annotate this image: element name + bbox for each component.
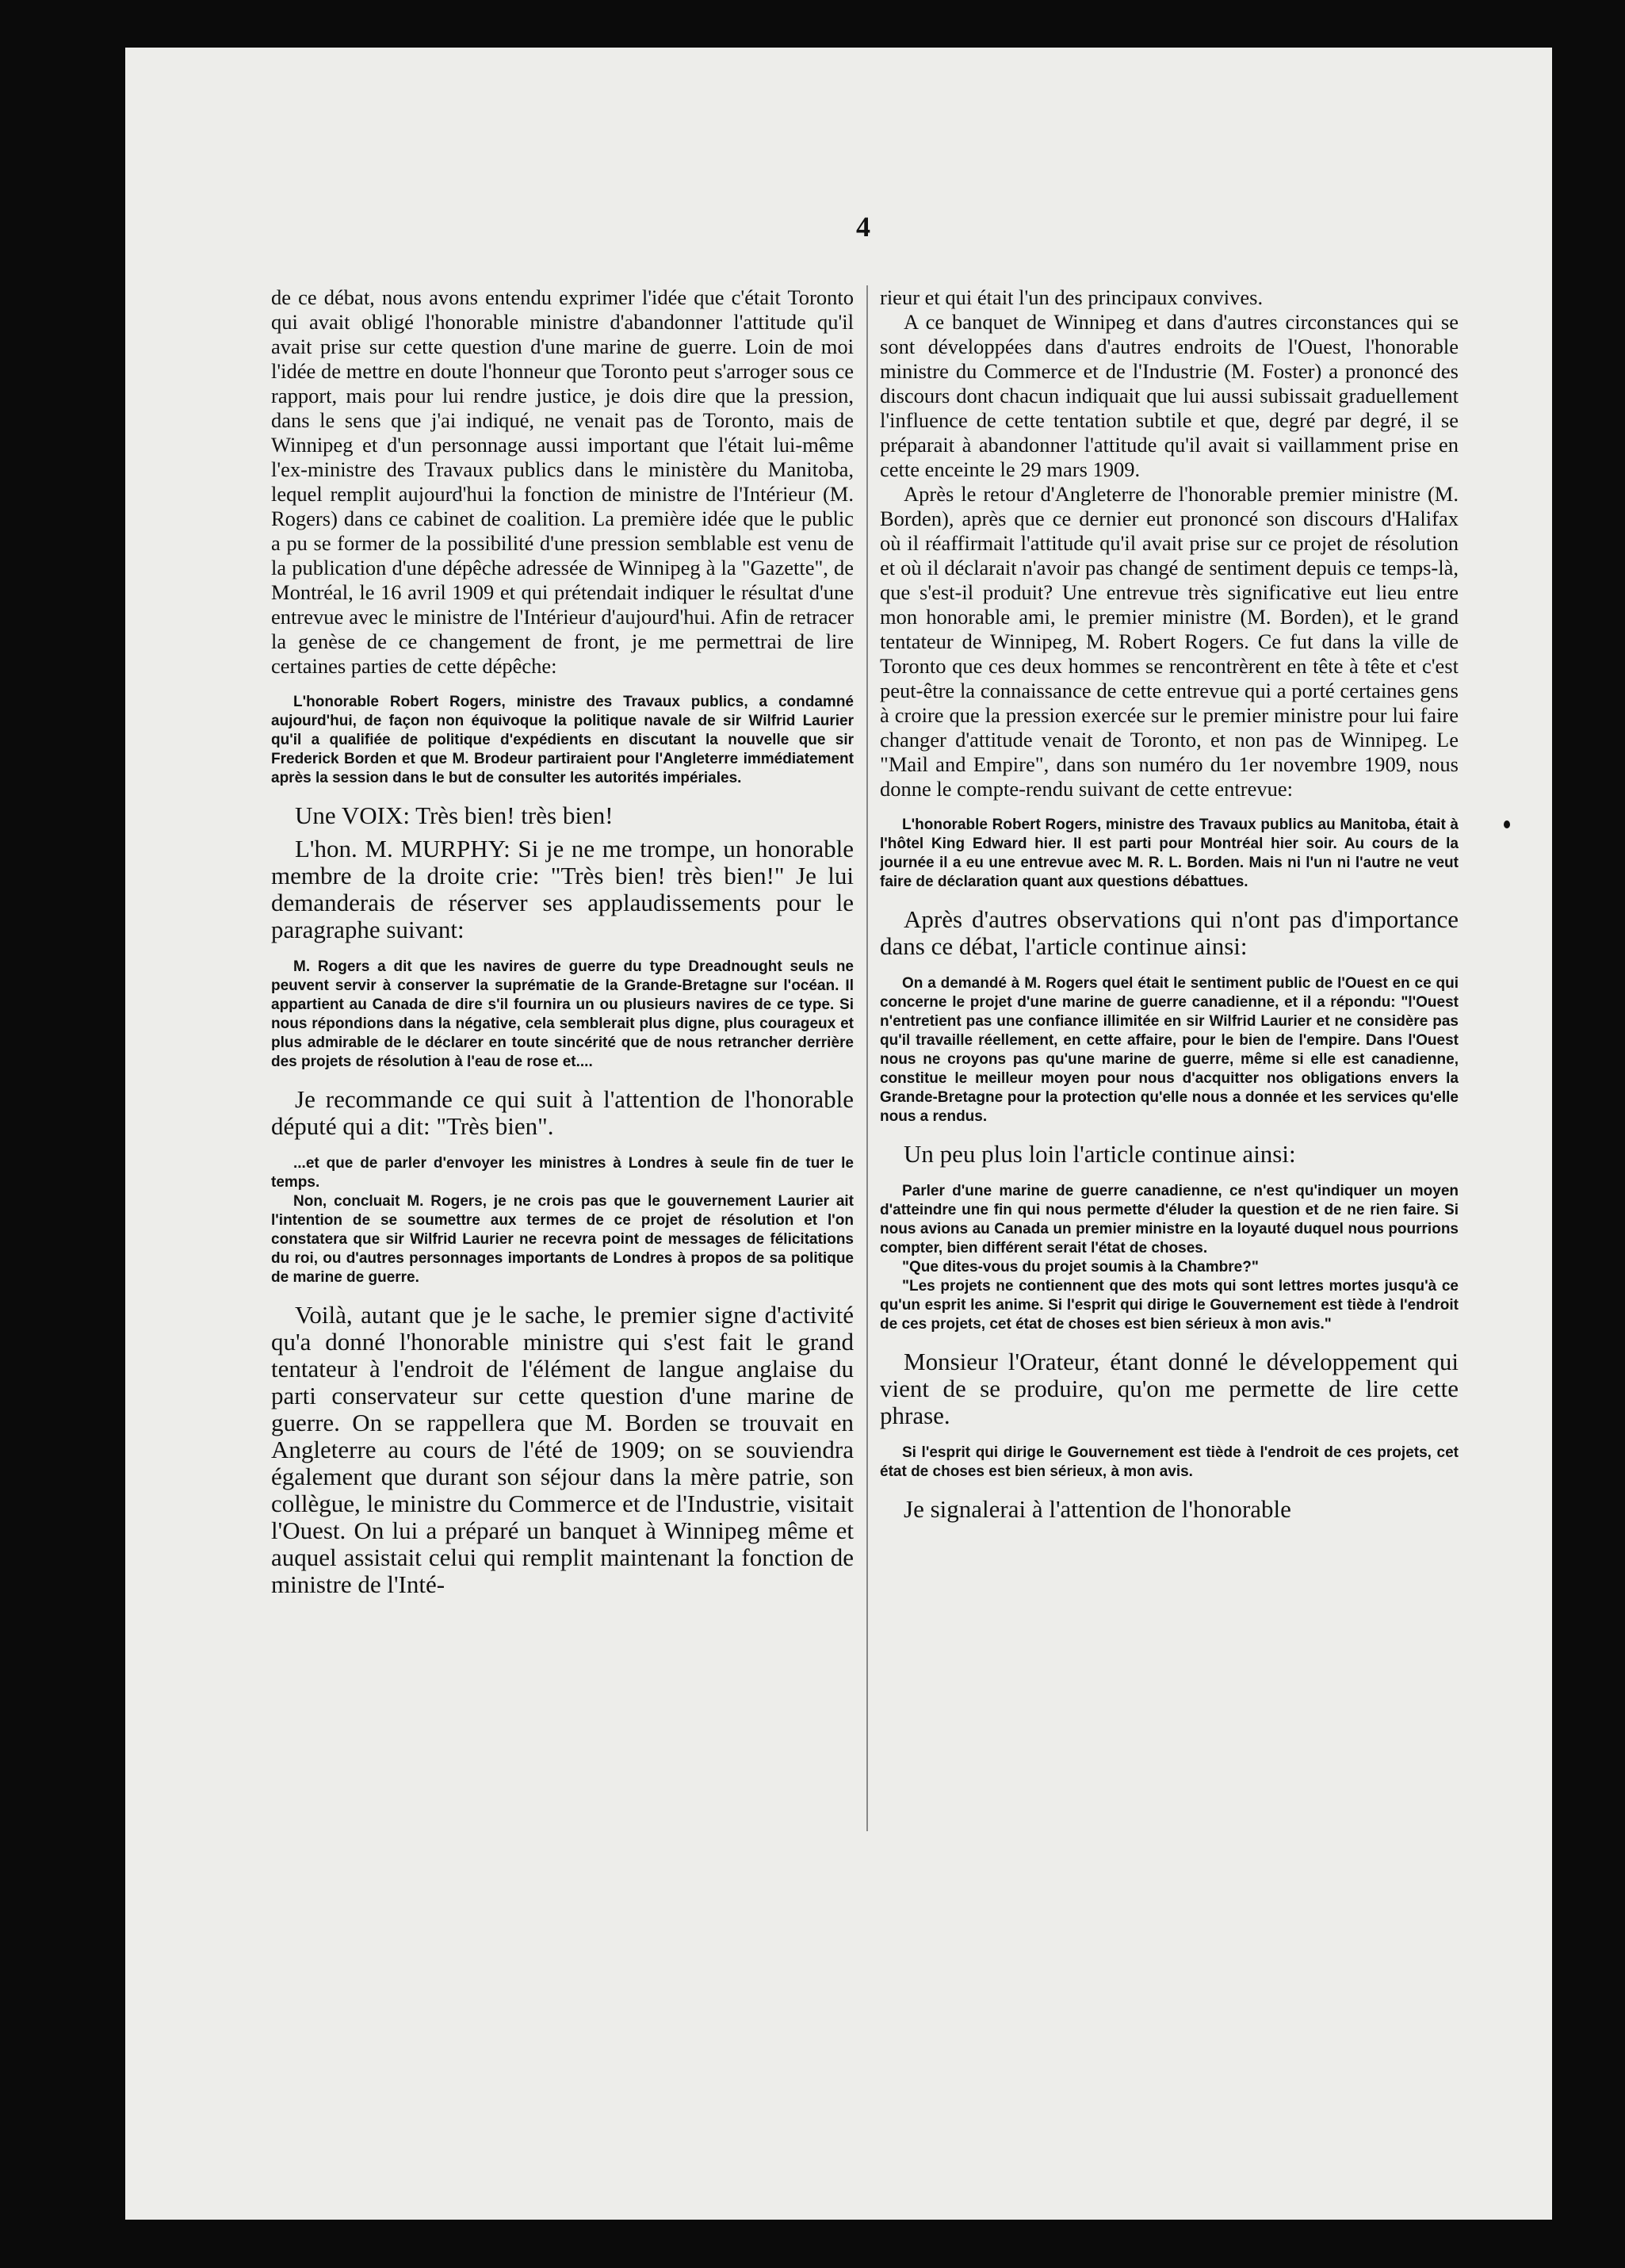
left-column: [271, 285, 854, 1598]
column-divider: [866, 285, 868, 1831]
quoted-dispatch: L'honorable Robert Rogers, ministre des Travaux publics, a condamné aujourd'hui, de façon non équivoque la politique navale de sir Wilfrid Laurier qu'il a qualifiée de politique d'expédients en discutant la nouvelle que sir Frederick Borden et que M. Brodeur partiraient pour l'Angleterre immédiatement après la session dans le but de consulter les autorités impériales.: [271, 694, 854, 786]
paragraph: rieur et qui était l'un des principaux convives.: [880, 285, 1264, 309]
speech-paragraph: Je signalerai à l'attention de l'honorable: [904, 1495, 1291, 1523]
quoted-article: "Que dites-vous du projet soumis à la Chambre?": [902, 1259, 1259, 1276]
page-number: 4: [856, 211, 870, 243]
speech-paragraph: Voilà, autant que je le sache, le premier signe d'activité qu'a donné l'honorable ministre qui s'est fait le grand tentateur à l'endroit de l'élément de langue anglaise du parti conservateur sur cette question d'une marine de guerre. On se rappellera que M. Borden se trouvait en Angleterre au cours de l'été de 1909; on se souviendra également que durant son séjour dans la mère patrie, son collègue, le ministre du Commerce et de l'Industrie, visitait l'Ouest. On lui a préparé un banquet à Winnipeg même et auquel assistait celui qui remplit maintenant la fonction de ministre de l'Inté-: [271, 1301, 854, 1598]
speaker-line: Une VOIX: Très bien! très bien!: [295, 801, 614, 829]
paragraph: de ce débat, nous avons entendu exprimer l'idée que c'était Toronto qui avait obligé l'honorable ministre d'abandonner l'attitude qu'il avait prise sur cette question d'une marine de guerre. Loin de moi l'idée de mettre en doute l'honneur que Toronto peut s'arroger sous ce rapport, mais pour lui rendre justice, je dois dire que la pression, dans le sens que j'ai indiqué, ne venait pas de Toronto, mais de Winnipeg et d'un personnage aussi important que l'était lui-même l'ex-ministre des Travaux publics dans le ministère du Manitoba, lequel remplit aujourd'hui la fonction de ministre de l'Intérieur (M. Rogers) dans ce cabinet de coalition. La première idée que le public a pu se former de la possibilité d'une pression semblable est venu de la publication d'une dépêche adressée de Winnipeg à la "Gazette", de Montréal, le 16 avril 1909 et qui prétendait indiquer le résultat d'une entrevue avec le ministre de l'Intérieur d'aujourd'hui. Afin de retracer la genèse de ce changement de front, je me permettrai de lire certaines parties de cette dépêche:: [271, 285, 854, 678]
speech-paragraph: Je recommande ce qui suit à l'attention de l'honorable député qui a dit: "Très bien".: [271, 1085, 854, 1140]
quoted-dispatch: Non, concluait M. Rogers, je ne crois pas que le gouvernement Laurier ait l'intention de se soumettre aux termes de ce projet de résolution et l'on constatera que sir Wilfrid Laurier ne recevra point de messages de félicitations du roi, ou d'autres personnages importants de Londres à propos de sa politique de marine de guerre.: [271, 1193, 854, 1286]
paragraph: Après le retour d'Angleterre de l'honorable premier ministre (M. Borden), après que ce dernier eut prononcé son discours d'Halifax où il réaffirmait l'attitude qu'il avait prise sur ce projet de résolution et où il déclarait n'avoir pas changé de sentiment depuis ce temps-là, que s'est-il produit? Une entrevue très significative eut lieu entre mon honorable ami, le premier ministre (M. Borden), et le grand tentateur de Winnipeg, M. Robert Rogers. Ce fut dans la ville de Toronto que ces deux hommes se rencontrèrent en tête à tête et c'est peut-être la connaissance de cette entrevue qui a porté certaines gens à croire que la pression exercée sur le premier ministre pour lui faire changer d'attitude venait de Toronto, et non pas de Winnipeg. Le "Mail and Empire", dans son numéro du 1er novembre 1909, nous donne le compte-rendu suivant de cette entrevue:: [880, 482, 1459, 801]
quoted-dispatch: L'honorable Robert Rogers, ministre des Travaux publics au Manitoba, était à l'hôtel King Edward hier. Il est parti pour Montréal hier soir. Au cours de la journée il a eu une entrevue avec M. R. L. Borden. Mais ni l'un ni l'autre ne veut faire de déclaration quant aux questions débattues.: [880, 817, 1459, 890]
quoted-article: "Les projets ne contiennent que des mots qui sont lettres mortes jusqu'à ce qu'un esprit les anime. Si l'esprit qui dirige le Gouvernement est tiède à l'endroit de ces projets, cet état de choses est bien sérieux à mon avis.": [880, 1278, 1459, 1333]
speech-paragraph: Après d'autres observations qui n'ont pas d'importance dans ce débat, l'article continue ainsi:: [880, 905, 1459, 960]
quoted-article: On a demandé à M. Rogers quel était le sentiment public de l'Ouest en ce qui concerne le projet d'une marine de guerre canadienne, et il a répondu: "l'Ouest n'entretient pas une confiance illimitée en sir Wilfrid Laurier et ne considère pas qu'il travaille réellement, en cette affaire, pour le bien de l'empire. Dans l'Ouest nous ne croyons pas qu'une marine de guerre, même si elle est canadienne, constitue le meilleur moyen pour nous d'acquitter nos obligations envers la Grande-Bretagne pour la protection qu'elle nous a donnée et les services qu'elle nous a rendus.: [880, 975, 1459, 1125]
ink-speck: [1504, 820, 1510, 828]
speaker-line: L'hon. M. MURPHY: Si je ne me trompe, un honorable membre de la droite crie: "Très bien! très bien!" Je lui demanderais de réserver ses applaudissements pour le paragraphe suivant:: [271, 835, 854, 943]
speech-paragraph: Monsieur l'Orateur, étant donné le développement qui vient de se produire, qu'on me permette de lire cette phrase.: [880, 1348, 1459, 1429]
quoted-article: Parler d'une marine de guerre canadienne, ce n'est qu'indiquer un moyen d'atteindre une fin qui nous permette d'éluder la question et de ne rien faire. Si nous avions au Canada un premier ministre en la loyauté duquel nous pourrions compter, bien différent serait l'état de choses.: [880, 1183, 1459, 1256]
quoted-dispatch: M. Rogers a dit que les navires de guerre du type Dreadnought seuls ne peuvent servir à conserver la suprématie de la Grande-Bretagne sur l'océan. Il appartient au Canada de dire s'il fournira un ou plusieurs navires de ce type. Si nous répondions dans la négative, cela semblerait plus digne, plus courageux et plus admirable de le déclarer en toute sincérité que de nous retrancher derrière des projets de résolution à l'eau de rose et....: [271, 958, 854, 1070]
speech-paragraph: Un peu plus loin l'article continue ainsi:: [904, 1140, 1296, 1168]
quoted-dispatch: ...et que de parler d'envoyer les ministres à Londres à seule fin de tuer le temps.: [271, 1155, 854, 1191]
quoted-phrase: Si l'esprit qui dirige le Gouvernement est tiède à l'endroit de ces projets, cet état de choses est bien sérieux, à mon avis.: [880, 1444, 1459, 1480]
right-column: [880, 285, 1459, 1523]
paragraph: A ce banquet de Winnipeg et dans d'autres circonstances qui se sont développées dans d'autres endroits de l'Ouest, l'honorable ministre du Commerce et de l'Industrie (M. Foster) a prononcé des discours dont chacun indiquait que lui aussi subissait graduellement l'influence de cette tentation subtile et que, degré par degré, il se préparait à abandonner l'attitude qu'il avait si vaillamment prise en cette enceinte le 29 mars 1909.: [880, 310, 1459, 481]
